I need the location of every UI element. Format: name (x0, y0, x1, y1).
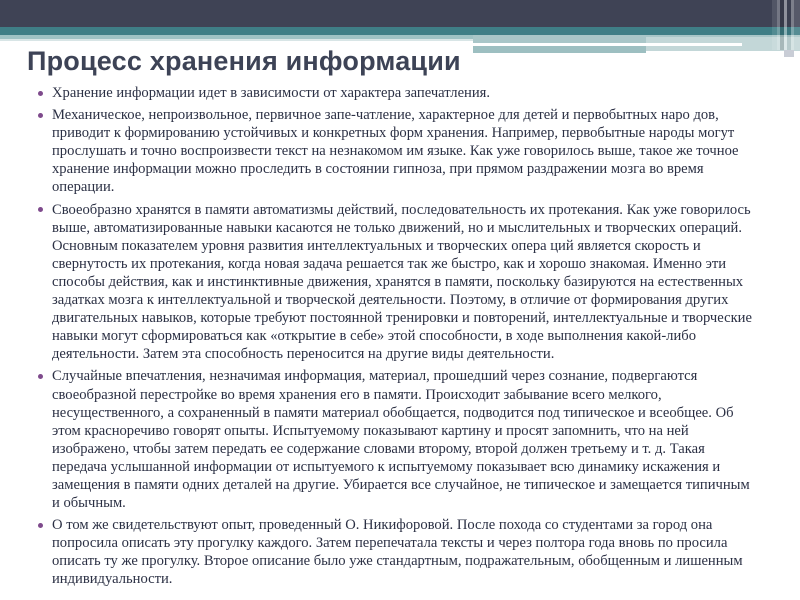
bullet-text: Своеобразно хранятся в памяти автоматизмы действий, последовательность их протекания. Как уже говорилось выше, автоматизированные навыки касаются не только движений, но и мыслительных и творческих операций. Основным показателем уровня развития интеллектуальных и творческих опера ций является скорость и свернутость их протекания, когда новая задача решается так же быстро, как и хорошо знакомая. Именно эти способы действия, как и инстинктивные движения, хранятся в памяти, поскольку базируются на естественных задатках мозга к интеллектуальной и творческой деятельности. Поэтому, в отличие от формирования других двигательных навыков, которые требуют постоянной тренировки и повторений, интеллектуальные и творческие навыки могут сформироваться как «открытие в себе» этой способности, в ходе выполнения какой-либо деятельности. Затем эта способность переносится на другие виды деятельности. (52, 201, 752, 363)
vertical-stripe-tail (784, 50, 794, 57)
slide-title: Процесс хранения информации (27, 46, 461, 76)
bullet-list (36, 84, 758, 589)
bullet-text: Механическое, непроизвольное, первичное запе-чатление, характерное для детей и первобытных наро дов, приводит к формированию устойчивых и конкретных форм хранения. Например, первобытные народы могут прослушать и точно воспроизвести текст на незнакомом им языке. Как уже говорилось выше, такое же точное хранение информации можно проследить в состоянии гипноза, при прямом раздражении мозга во время операции. (52, 107, 739, 196)
slide-body (0, 84, 800, 593)
bullet-item (36, 516, 758, 588)
bullet-item (36, 367, 758, 512)
bullet-item (36, 201, 758, 364)
bullet-dot-icon (38, 374, 43, 379)
bullet-item (36, 106, 758, 196)
vertical-stripe (794, 0, 800, 50)
bullet-text: О том же свидетельствуют опыт, проведенный О. Никифоровой. После похода со студентами за город она попросила описать эту прогулку каждого. Затем перепечатала тексты и через полтора года вновь по просила описать ту же прогулку. Второе описание было уже стандартным, подражательным, обобщенным и лишенным индивидуальности. (52, 517, 743, 588)
bullet-dot-icon (38, 113, 43, 118)
header-dark-bar (0, 0, 800, 27)
header-teal-stripe (0, 27, 800, 35)
bullet-dot-icon (38, 207, 43, 212)
bullet-dot-icon (38, 91, 43, 96)
bullet-text: Хранение информации идет в зависимости от характера запечатления. (52, 85, 491, 101)
bullet-dot-icon (38, 523, 43, 528)
header-vertical-stripes (772, 0, 800, 50)
bullet-item (36, 84, 758, 102)
header-right-block-lower (473, 46, 646, 54)
bullet-text: Случайные впечатления, незначимая информация, материал, прошедший через сознание, подвергаются своеобразной перестройке во время хранения его в памяти. Происходит забывание всего мелкого, несущественного, а сохраненный в памяти материал обобщается, подводится под типическое и всеобщее. Об этом красноречиво говорят опыты. Испытуемому показывают картину и просят запомнить, что на ней изображено, чтобы затем передать ее содержание словами второму, второй должен третьему и т. д. Такая передача услышанной информации от испытуемого к испытуемому показывает всю динамику искажения и замещения в памяти одних деталей на другие. Убирается все случайное, не типическое и замещается типичным и обычным. (52, 368, 750, 512)
